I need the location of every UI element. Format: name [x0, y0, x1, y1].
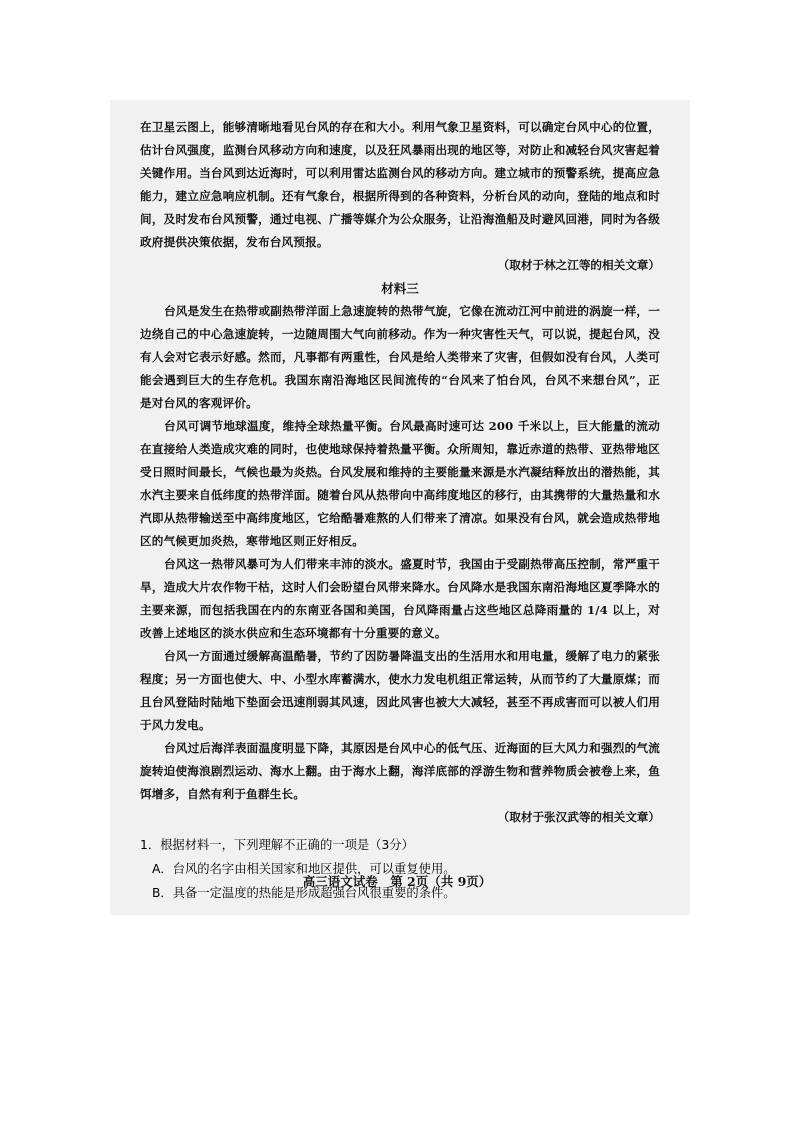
- material-two-tail: [140, 116, 660, 905]
- question-option-a: A．台风的名字由相关国家和地区提供，可以重复使用。: [152, 862, 456, 876]
- material-three-paragraph: 台风是发生在热带或副热带洋面上急速旋转的热带气旋，它像在流动江河中前进的涡旋一样，一边绕自己的中心急速旋转，一边随周围大气向前移动。作为一种灾害性天气，可以说，提起台风，没有人会对它表示好感。然而，凡事都有两重性，台风是给人类带来了灾害，但假如没有台风，人类可能会遇到巨大的生存危机。我国东南沿海地区民间流传的“台风来了怕台风，台风不来想台风”，正是对台风的客观评价。: [140, 304, 660, 410]
- question-option-b: B．具备一定温度的热能是形成超强台风很重要的条件。: [152, 886, 456, 900]
- material-two-source: （取材于林之江等的相关文章）: [497, 258, 660, 272]
- material-three-paragraph: 台风这一热带风暴可为人们带来丰沛的淡水。盛夏时节，我国由于受副热带高压控制，常严重干旱，造成大片农作物干枯，这时人们会盼望台风带来降水。台风降水是我国东南沿海地区夏季降水的主要来源，而包括我国在内的东南亚各国和美国，台风降雨量占这些地区总降雨量的 1/4 以上，对改善上述地区的淡水供应和生态环境都有十分重要的意义。: [140, 557, 660, 640]
- material-three-heading: 材料三: [381, 281, 419, 296]
- question-block: [140, 833, 660, 905]
- material-three-paragraph: 台风可调节地球温度，维持全球热量平衡。台风最高时速可达 200 千米以上，巨大能量的流动在直接给人类造成灾难的同时，也使地球保持着热量平衡。众所周知，靠近赤道的热带、亚热带地区受日照时间最长，气候也最为炎热。台风发展和维持的主要能量来源是水汽凝结释放出的潜热能，其水汽主要来自低纬度的热带洋面。随着台风从热带向中高纬度地区的移行，由其携带的大量热量和水汽即从热带输送至中高纬度地区，它给酷暑难熬的人们带来了清凉。如果没有台风，就会造成热带地区的气候更加炎热，寒带地区则正好相反。: [140, 419, 660, 548]
- question-stem: 1．根据材料一，下列理解不正确的一项是（3分）: [140, 838, 414, 852]
- material-three-paragraph: 台风一方面通过缓解高温酷暑，节约了因防暑降温支出的生活用水和用电量，缓解了电力的紧张程度；另一方面也使大、中、小型水库蓄满水，使水力发电机组正常运转，从而节约了大量原煤；而且台风登陆时陆地下垫面会迅速削弱其风速，因此风害也被大大减轻，甚至不再成害而可以被人们用于风力发电。: [140, 649, 660, 732]
- page-footer: 高三语文试卷 第 2页（共 9页）: [302, 874, 492, 889]
- material-two-paragraph: 在卫星云图上，能够清晰地看见台风的存在和大小。利用气象卫星资料，可以确定台风中心的位置，估计台风强度，监测台风移动方向和速度，以及狂风暴雨出现的地区等，对防止和减轻台风灾害起着关键作用。当台风到达近海时，可以利用雷达监测台风的移动方向。建立城市的预警系统，提高应急能力，建立应急响应机制。还有气象台，根据所得到的各种资料，分析台风的动向，登陆的地点和时间，及时发布台风预警，通过电视、广播等媒介为公众服务，让沿海渔船及时避风回港，同时为各级政府提供决策依据，发布台风预报。: [140, 120, 660, 249]
- material-three-paragraph: 台风过后海洋表面温度明显下降，其原因是台风中心的低气压、近海面的巨大风力和强烈的气流旋转迫使海浪剧烈运动、海水上翻。由于海水上翻，海洋底部的浮游生物和营养物质会被卷上来，鱼饵增多，自然有利于鱼群生长。: [140, 741, 660, 801]
- material-three-source: （取材于张汉武等的相关文章）: [497, 810, 660, 824]
